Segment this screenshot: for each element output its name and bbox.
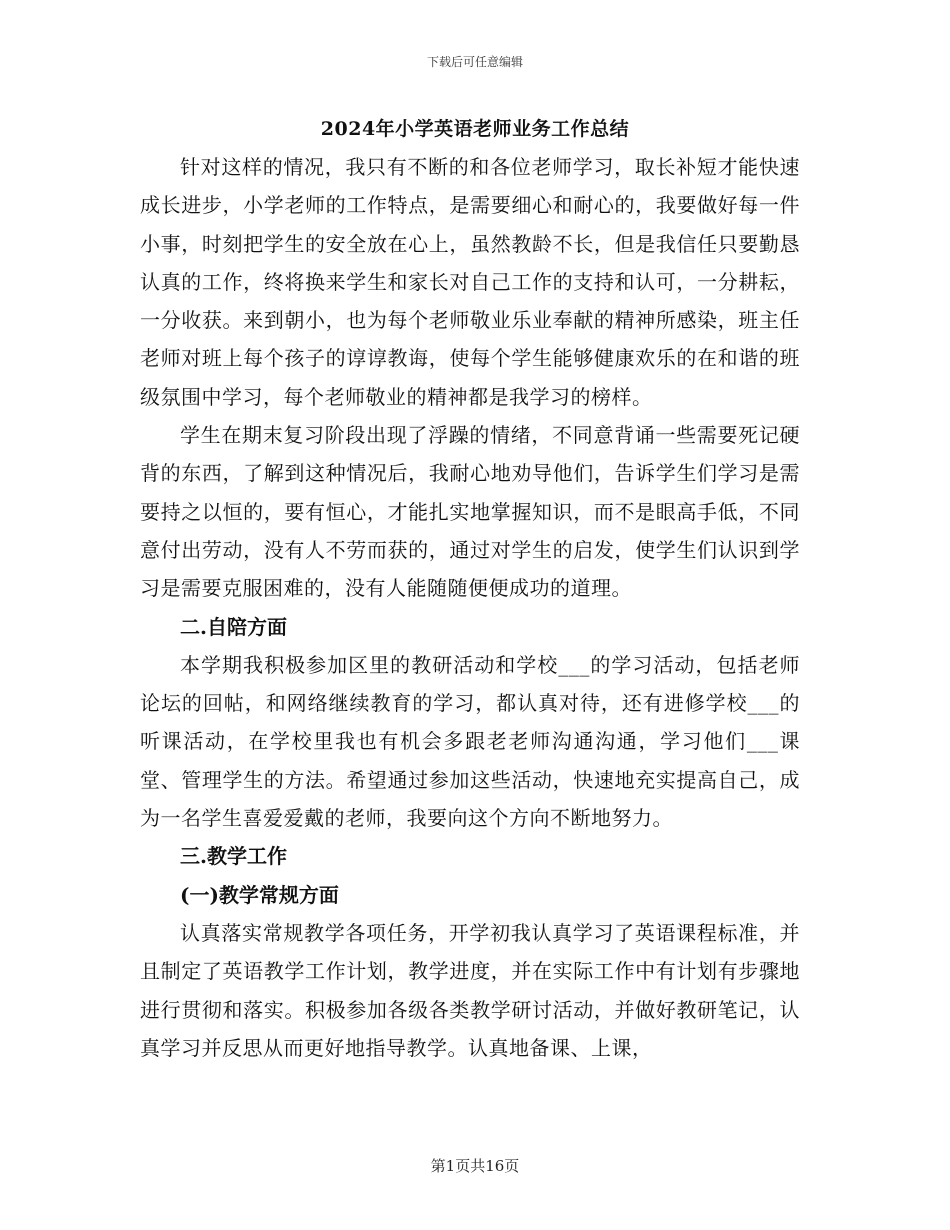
paragraph-2: 学生在期末复习阶段出现了浮躁的情绪，不同意背诵一些需要死记硬背的东西，了解到这种情况后，我耐心地劝导他们，告诉学生们学习是需要持之以恒的，要有恒心，才能扎实地掌握知识，而不是眼高手低，不同意付出劳动，没有人不劳而获的，通过对学生的启发，使学生们认识到学习是需要克服困难的，没有人能随随便便成功的道理。: [140, 423, 800, 601]
paragraph-3: 本学期我积极参加区里的教研活动和学校___的学习活动，包括老师论坛的回帖，和网络继续教育的学习，都认真对待，还有进修学校___的听课活动，在学校里我也有机会多跟老老师沟通沟通，学习他们___课堂、管理学生的方法。希望通过参加这些活动，快速地充实提高自己，成为一名学生喜爱爱戴的老师，我要向这个方向不断地努力。: [140, 652, 800, 831]
document-title: 2024年小学英语老师业务工作总结: [320, 118, 630, 140]
paragraph-1: 针对这样的情况，我只有不断的和各位老师学习，取长补短才能快速成长进步，小学老师的工作特点，是需要细心和耐心的，我要做好每一件小事，时刻把学生的安全放在心上，虽然教龄不长，但是我信任只要勤恳认真的工作，终将换来学生和家长对自己工作的支持和认可，一分耕耘，一分收获。来到朝小，也为每个老师敬业乐业奉献的精神所感染，班主任老师对班上每个孩子的谆谆教诲，使每个学生能够健康欢乐的在和谐的班级氛围中学习，每个老师敬业的精神都是我学习的榜样。: [140, 155, 800, 409]
subsection-heading-1: (一)教学常规方面: [180, 882, 339, 907]
section-heading-2: 二.自陪方面: [180, 614, 287, 639]
paragraph-4: 认真落实常规教学各项任务，开学初我认真学习了英语课程标准，并且制定了英语教学工作计划，教学进度，并在实际工作中有计划有步骤地进行贯彻和落实。积极参加各级各类教学研讨活动，并做好教研笔记，认真学习并反思从而更好地指导教学。认真地备课、上课，: [140, 920, 800, 1060]
page-number-footer: 第1页共16页: [430, 1157, 520, 1175]
page-header-note: 下载后可任意编辑: [426, 55, 523, 69]
section-heading-3: 三.教学工作: [180, 844, 287, 869]
document-body: [140, 148, 800, 1067]
